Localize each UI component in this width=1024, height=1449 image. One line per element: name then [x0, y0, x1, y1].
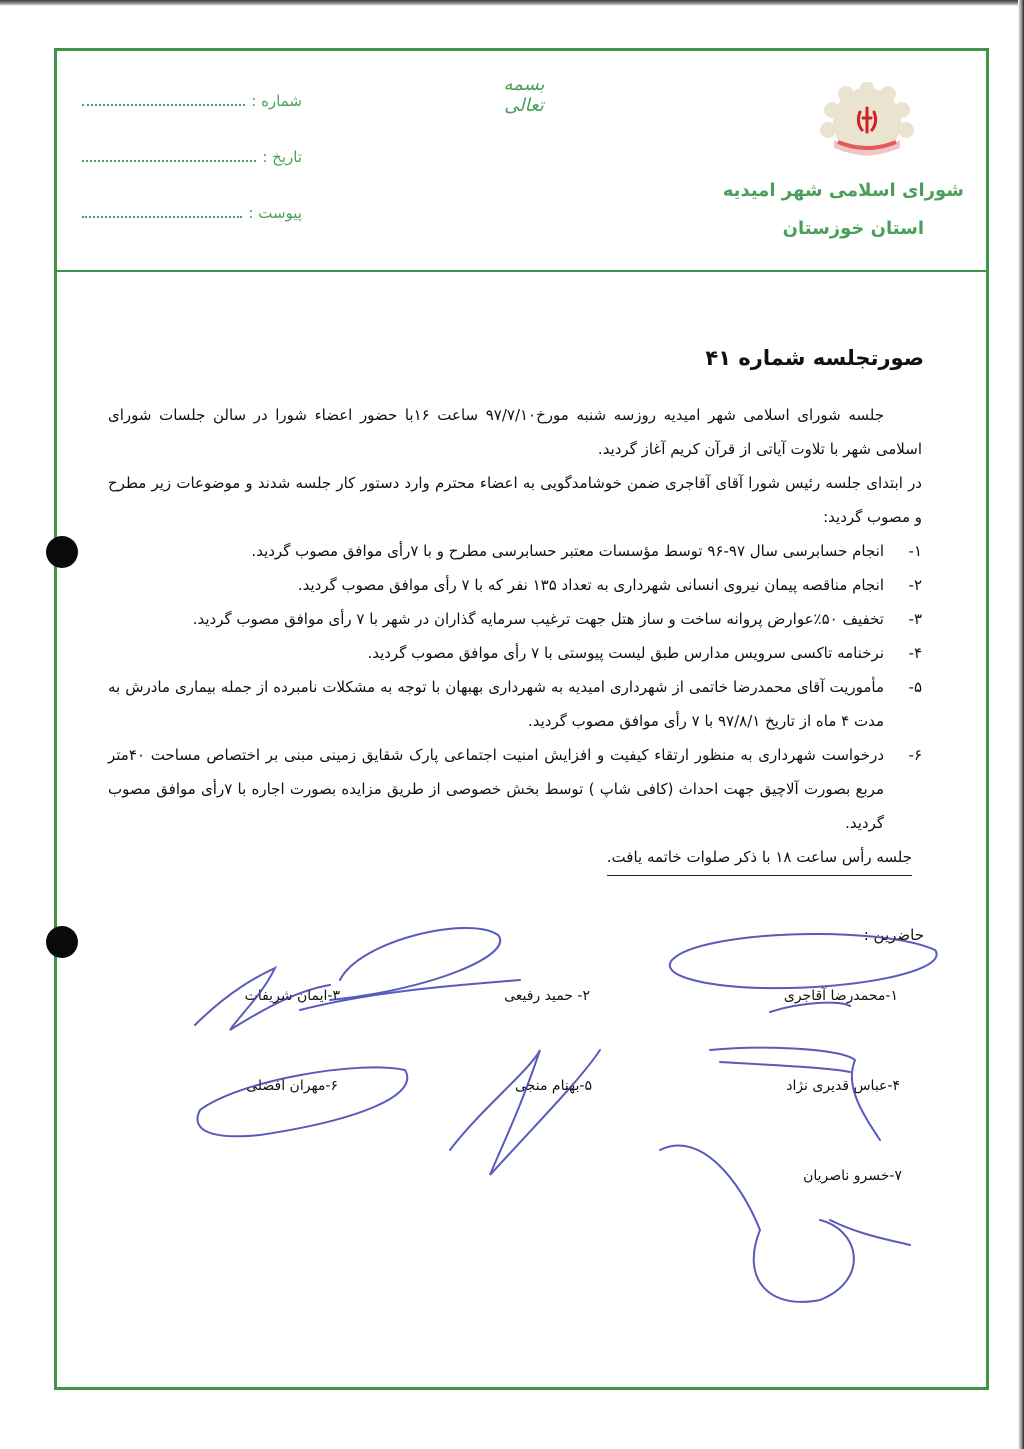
item-text: تخفیف ۵۰٪عوارض پروانه ساخت و ساز هتل جهت ترغیب سرمایه گذاران در شهر با ۷ رأی موافق مصوب گردید. — [192, 610, 884, 628]
number-field — [82, 92, 302, 110]
item-number: ۱- — [908, 542, 922, 560]
minutes-body — [108, 398, 922, 876]
scan-edge-top — [0, 0, 1024, 6]
number-label: شماره : — [251, 92, 302, 110]
attendee-1: ۱-محمدرضا آقاجری — [783, 988, 898, 1004]
list-item — [108, 602, 922, 636]
list-item — [108, 670, 922, 738]
item-number: ۳- — [908, 610, 922, 628]
attendee-7: ۷-خسرو ناصریان — [803, 1168, 902, 1184]
header-divider — [57, 270, 986, 272]
attendee-4: ۴-عباس قدیری نژاد — [786, 1078, 900, 1094]
list-item — [108, 636, 922, 670]
attachment-field — [82, 204, 302, 222]
bismillah: بسمه تعالی — [503, 74, 545, 116]
punch-hole-upper — [46, 536, 78, 568]
number-dots — [82, 92, 245, 106]
closing-line — [108, 840, 922, 876]
attachment-label: پیوست : — [248, 204, 302, 222]
document-title: صورتجلسه شماره ۴۱ — [705, 346, 924, 370]
item-number: ۵- — [908, 678, 922, 696]
opening-paragraph: در ابتدای جلسه رئیس شورا آقای آقاجری ضمن خوشامدگویی به اعضاء محترم وارد دستور کار جلسه شدند و موضوعات زیر مطرح و مصوب گردید: — [108, 474, 922, 526]
list-item — [108, 738, 922, 840]
date-dots — [82, 148, 256, 162]
intro-paragraph: جلسه شورای اسلامی شهر امیدیه روزسه شنبه مورخ۹۷/۷/۱۰ ساعت ۱۶با حضور اعضاء شورا در سالن جلسات شورای اسلامی شهر با تلاوت آیاتی از قرآن کریم آغاز گردید. — [108, 406, 922, 458]
attendees-label: حاضرین : — [863, 926, 924, 944]
attendee-3: ۳-ایمان شریفات — [244, 988, 340, 1004]
punch-hole-lower — [46, 926, 78, 958]
attachment-dots — [82, 204, 242, 218]
item-number: ۴- — [908, 644, 922, 662]
item-text: مأموریت آقای محمدرضا خاتمی از شهرداری امیدیه به شهرداری بهبهان با توجه به مشکلات نامبرده از جمله بیماری مادرش به مدت ۴ ماه از تاریخ ۹۷/۸/۱ با ۷ رأی موافق مصوب گردید. — [108, 678, 884, 730]
list-item — [108, 568, 922, 602]
attendee-2: ۲- حمید رفیعی — [504, 988, 590, 1004]
org-name: شورای اسلامی شهر امیدیه — [722, 180, 964, 201]
date-label: تاریخ : — [262, 148, 302, 166]
iran-emblem-logo — [812, 82, 922, 162]
item-text: نرخنامه تاکسی سرویس مدارس طبق لیست پیوستی با ۷ رأی موافق مصوب گردید. — [367, 644, 884, 662]
closing-text: جلسه رأس ساعت ۱۸ با ذکر صلوات خاتمه یافت. — [607, 840, 912, 876]
item-text: درخواست شهرداری به منظور ارتقاء کیفیت و افزایش امنیت اجتماعی پارک شقایق زمینی مبنی بر اختصاص مساحت ۴۰متر مربع بصورت آلاچیق جهت احداث (کافی شاپ ) توسط بخش خصوصی از طریق مزایده بصورت اجاره با ۷رأی موافق مصوب گردید. — [108, 746, 884, 832]
list-item — [108, 534, 922, 568]
item-text: انجام حسابرسی سال ۹۷-۹۶ توسط مؤسسات معتبر حسابرسی مطرح و با ۷رأی موافق مصوب گردید. — [251, 542, 884, 560]
scan-edge-right — [1018, 0, 1024, 1449]
org-province: استان خوزستان — [782, 218, 924, 239]
item-text: انجام مناقصه پیمان نیروی انسانی شهرداری به تعداد ۱۳۵ نفر که با ۷ رأی موافق مصوب گردید. — [297, 576, 884, 594]
item-number: ۲- — [908, 576, 922, 594]
attendee-5: ۵-بهنام منجی — [515, 1078, 592, 1094]
attendee-6: ۶-مهران افضلی — [246, 1078, 338, 1094]
date-field — [82, 148, 302, 166]
item-number: ۶- — [908, 746, 922, 764]
